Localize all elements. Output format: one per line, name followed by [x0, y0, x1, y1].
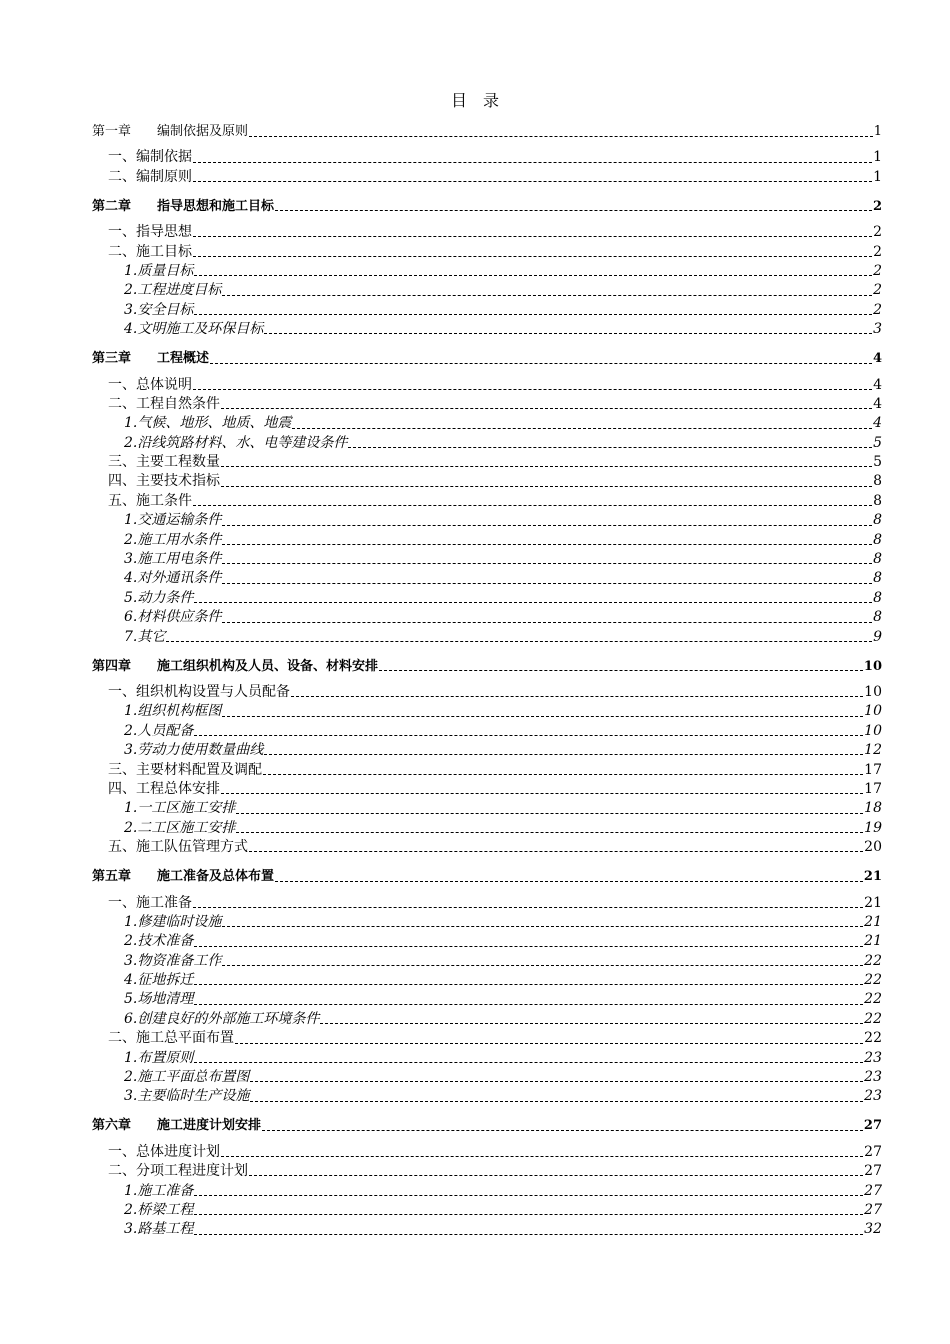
- toc-section-entry[interactable]: [92, 491, 882, 510]
- toc-page-number: 2: [873, 243, 882, 260]
- toc-entry-text: 二、施工目标: [108, 243, 192, 260]
- dot-leader: [222, 286, 872, 296]
- toc-subsection-entry[interactable]: [92, 433, 882, 452]
- toc-entry-text: 1.组织机构框图: [124, 703, 222, 720]
- toc-entry-text: 五、施工条件: [108, 492, 192, 509]
- dot-leader: [193, 227, 872, 237]
- toc-page-number: 8: [873, 512, 882, 529]
- dot-leader: [222, 516, 872, 526]
- toc-entry-text: 2.技术准备: [124, 933, 194, 950]
- dot-leader: [320, 1014, 863, 1024]
- toc-page-number: 27: [864, 1201, 882, 1218]
- toc-subsection-entry[interactable]: [92, 281, 882, 300]
- dot-leader: [250, 1072, 863, 1082]
- toc-subsection-entry[interactable]: [92, 1068, 882, 1087]
- dot-leader: [264, 745, 863, 755]
- dot-leader: [263, 765, 863, 775]
- toc-page-number: 21: [864, 913, 882, 930]
- toc-entry-text: 2.工程进度目标: [124, 282, 222, 299]
- toc-chapter-number: 第五章: [92, 869, 132, 885]
- toc-page-number: 5: [873, 454, 882, 471]
- dot-leader: [249, 127, 873, 137]
- toc-page-number: 5: [873, 434, 882, 451]
- toc-subsection-entry[interactable]: [92, 588, 882, 607]
- toc-section-entry[interactable]: [92, 893, 882, 912]
- toc-entry-text: 一、施工准备: [108, 894, 192, 911]
- toc-entry-text: 2.人员配备: [124, 722, 194, 739]
- toc-entry-text: 工程概述: [157, 351, 210, 367]
- toc-page-number: 18: [864, 800, 882, 817]
- dot-leader: [348, 438, 872, 448]
- toc-subsection-entry[interactable]: [92, 1201, 882, 1220]
- toc-subsection-entry[interactable]: [92, 550, 882, 569]
- toc-chapter-entry[interactable]: [92, 122, 882, 141]
- toc-page-number: 10: [864, 722, 882, 739]
- dot-leader: [194, 1225, 863, 1235]
- toc-page-number: 8: [873, 531, 882, 548]
- toc-section-entry[interactable]: [92, 1029, 882, 1048]
- dot-leader: [236, 804, 863, 814]
- toc-page-number: 8: [873, 551, 882, 568]
- toc-entry-text: 4.征地拆迁: [124, 972, 194, 989]
- dot-leader: [194, 305, 872, 315]
- toc-entry-text: 一、总体进度计划: [108, 1143, 220, 1160]
- toc-page-number: 1: [873, 168, 882, 185]
- dot-leader: [194, 1186, 863, 1196]
- toc-entry-text: 3.主要临时生产设施: [124, 1088, 250, 1105]
- dot-leader: [194, 1053, 863, 1063]
- dot-leader: [249, 842, 863, 852]
- toc-page-number: 21: [863, 869, 882, 885]
- toc-entry-text: 2.桥梁工程: [124, 1201, 194, 1218]
- toc-subsection-entry[interactable]: [92, 990, 882, 1009]
- dot-leader: [194, 266, 872, 276]
- toc-entry-text: 五、施工队伍管理方式: [108, 839, 248, 856]
- toc-entry-text: 2.沿线筑路材料、水、电等建设条件: [124, 434, 348, 451]
- toc-entry-text: 4.文明施工及环保目标: [124, 321, 264, 338]
- toc-entry-text: 2.施工平面总布置图: [124, 1069, 250, 1086]
- toc-chapter-heading: [92, 657, 378, 676]
- dot-leader: [249, 1166, 863, 1176]
- toc-page-number: 10: [863, 658, 882, 674]
- dot-leader: [292, 419, 872, 429]
- toc-entry-text: 7.其它: [124, 628, 166, 645]
- toc-page-number: 8: [873, 609, 882, 626]
- dot-leader: [166, 632, 872, 642]
- toc-page-number: 8: [873, 570, 882, 587]
- toc-entry-text: 1.修建临时设施: [124, 913, 222, 930]
- toc-entry-text: 1.施工准备: [124, 1182, 194, 1199]
- dot-leader: [193, 898, 863, 908]
- toc-page-number: 19: [864, 819, 882, 836]
- toc-section-entry[interactable]: [92, 453, 882, 472]
- toc-entry-text: 1.质量目标: [124, 262, 194, 279]
- toc-section-entry[interactable]: [92, 1142, 882, 1161]
- dot-leader: [194, 975, 863, 985]
- toc-entry-text: 指导思想和施工目标: [157, 198, 275, 214]
- toc-subsection-entry[interactable]: [92, 932, 882, 951]
- toc-chapter-entry[interactable]: [92, 867, 882, 886]
- toc-entry-text: 5.场地清理: [124, 991, 194, 1008]
- dot-leader: [221, 477, 872, 487]
- toc-entry-text: 1.布置原则: [124, 1049, 194, 1066]
- toc-section-entry[interactable]: [92, 395, 882, 414]
- dot-leader: [222, 574, 872, 584]
- toc-page-number: 12: [864, 742, 882, 759]
- dot-leader: [222, 956, 863, 966]
- dot-leader: [194, 937, 863, 947]
- dot-leader: [222, 613, 872, 623]
- toc-entry-text: 1.一工区施工安排: [124, 800, 236, 817]
- dot-leader: [235, 1034, 863, 1044]
- toc-entry-text: 3.路基工程: [124, 1221, 194, 1238]
- toc-page-number: 23: [864, 1069, 882, 1086]
- toc-subsection-entry[interactable]: [92, 627, 882, 646]
- toc-entry-text: 一、编制依据: [108, 149, 192, 166]
- toc-page-number: 4: [873, 376, 882, 393]
- toc-section-entry[interactable]: [92, 375, 882, 394]
- dot-leader: [264, 324, 872, 334]
- dot-leader: [291, 687, 863, 697]
- toc-entry-text: 二、施工总平面布置: [108, 1030, 234, 1047]
- toc-entry-text: 四、主要技术指标: [108, 473, 220, 490]
- toc-page-number: 1: [873, 149, 882, 166]
- toc-entry-text: 一、指导思想: [108, 224, 192, 241]
- dot-leader: [193, 153, 872, 163]
- toc-page-number: 8: [873, 589, 882, 606]
- toc-subsection-entry[interactable]: [92, 262, 882, 281]
- toc-subsection-entry[interactable]: [92, 913, 882, 932]
- toc-chapter-entry[interactable]: [92, 1116, 882, 1135]
- toc-section-entry[interactable]: [92, 148, 882, 167]
- toc-chapter-heading: [92, 1116, 261, 1135]
- toc-page-number: 17: [864, 761, 882, 778]
- dot-leader: [221, 784, 863, 794]
- toc-subsection-entry[interactable]: [92, 741, 882, 760]
- toc-subsection-entry[interactable]: [92, 511, 882, 530]
- toc-subsection-entry[interactable]: [92, 971, 882, 990]
- toc-page-number: 21: [864, 894, 882, 911]
- toc-subsection-entry[interactable]: [92, 1009, 882, 1028]
- toc-page-number: 10: [864, 683, 882, 700]
- toc-entry-text: 二、分项工程进度计划: [108, 1163, 248, 1180]
- toc-section-entry[interactable]: [92, 760, 882, 779]
- toc-page-number: 4: [873, 395, 882, 412]
- dot-leader: [194, 1205, 863, 1215]
- toc-entry-text: 二、编制原则: [108, 168, 192, 185]
- toc-section-entry[interactable]: [92, 472, 882, 491]
- toc-entry-text: 6.材料供应条件: [124, 609, 222, 626]
- toc-entry-text: 三、主要材料配置及调配: [108, 761, 262, 778]
- toc-page-number: 10: [864, 703, 882, 720]
- toc-section-entry[interactable]: [92, 242, 882, 261]
- toc-subsection-entry[interactable]: [92, 1048, 882, 1067]
- dot-leader: [222, 554, 872, 564]
- toc-subsection-entry[interactable]: [92, 721, 882, 740]
- dot-leader: [236, 823, 863, 833]
- toc-subsection-entry[interactable]: [92, 414, 882, 433]
- toc-subsection-entry[interactable]: [92, 951, 882, 970]
- toc-page-number: 22: [864, 972, 882, 989]
- toc-page-number: 20: [864, 839, 882, 856]
- toc-chapter-heading: [92, 349, 209, 368]
- toc-subsection-entry[interactable]: [92, 1087, 882, 1106]
- toc-page-number: 23: [864, 1049, 882, 1066]
- toc-page-number: 17: [864, 780, 882, 797]
- dot-leader: [222, 535, 872, 545]
- toc-entry-text: 3.劳动力使用数量曲线: [124, 742, 264, 759]
- dot-leader: [193, 496, 872, 506]
- toc-subsection-entry[interactable]: [92, 569, 882, 588]
- dot-leader: [210, 354, 872, 364]
- toc-entry-text: 3.安全目标: [124, 301, 194, 318]
- toc-chapter-heading: [92, 867, 274, 886]
- toc-page-number: 2: [873, 301, 882, 318]
- toc-entry-text: 2.二工区施工安排: [124, 819, 236, 836]
- toc-page-number: 2: [873, 262, 882, 279]
- toc-chapter-entry[interactable]: [92, 349, 882, 368]
- toc-chapter-heading: [92, 197, 274, 216]
- toc-entry-text: 1.气候、地形、地质、地震: [124, 415, 292, 432]
- toc-page-number: 9: [873, 628, 882, 645]
- toc-page-number: 8: [873, 473, 882, 490]
- toc-chapter-number: 第二章: [92, 198, 132, 214]
- dot-leader: [194, 995, 863, 1005]
- toc-subsection-entry[interactable]: [92, 530, 882, 549]
- toc-page-number: 2: [873, 224, 882, 241]
- toc-page-number: 1: [873, 124, 882, 139]
- toc-subsection-entry[interactable]: [92, 320, 882, 339]
- dot-leader: [194, 593, 872, 603]
- toc-page-number: 27: [864, 1143, 882, 1160]
- toc-entry-text: 施工组织机构及人员、设备、材料安排: [157, 658, 379, 674]
- dot-leader: [221, 457, 872, 467]
- toc-entry-text: 3.施工用电条件: [124, 551, 222, 568]
- toc-subsection-entry[interactable]: [92, 799, 882, 818]
- toc-subsection-entry[interactable]: [92, 300, 882, 319]
- toc-section-entry[interactable]: [92, 838, 882, 857]
- toc-page-number: 21: [864, 933, 882, 950]
- toc-entry-text: 一、总体说明: [108, 376, 192, 393]
- dot-leader: [193, 247, 872, 257]
- dot-leader: [262, 1121, 863, 1131]
- toc-entry-text: 三、主要工程数量: [108, 454, 220, 471]
- toc-page-number: 22: [864, 952, 882, 969]
- toc-page-number: 22: [864, 1010, 882, 1027]
- dot-leader: [221, 399, 872, 409]
- toc-chapter-entry[interactable]: [92, 657, 882, 676]
- toc-entry-text: 一、组织机构设置与人员配备: [108, 683, 290, 700]
- toc-page-number: 22: [864, 991, 882, 1008]
- toc-entry-text: 二、工程自然条件: [108, 395, 220, 412]
- toc-section-entry[interactable]: [92, 223, 882, 242]
- dot-leader: [275, 872, 863, 882]
- toc-entry-text: 1.交通运输条件: [124, 512, 222, 529]
- toc-subsection-entry[interactable]: [92, 608, 882, 627]
- toc-section-entry[interactable]: [92, 683, 882, 702]
- toc-page-number: 23: [864, 1088, 882, 1105]
- toc-page-number: 4: [873, 415, 882, 432]
- toc-chapter-heading: [92, 122, 248, 141]
- toc-section-entry[interactable]: [92, 167, 882, 186]
- toc-page-number: 3: [873, 321, 882, 338]
- toc-entry-text: 4.对外通讯条件: [124, 570, 222, 587]
- toc-subsection-entry[interactable]: [92, 1181, 882, 1200]
- toc-page-number: 4: [872, 351, 882, 367]
- toc-subsection-entry[interactable]: [92, 702, 882, 721]
- toc-chapter-number: 第六章: [92, 1118, 132, 1134]
- toc-chapter-number: 第一章: [92, 124, 132, 139]
- dot-leader: [222, 917, 863, 927]
- toc-chapter-entry[interactable]: [92, 197, 882, 216]
- toc-entry-text: 5.动力条件: [124, 589, 194, 606]
- toc-page-number: 32: [864, 1221, 882, 1238]
- dot-leader: [379, 661, 863, 671]
- toc-page-number: 27: [864, 1163, 882, 1180]
- toc-page-number: 2: [873, 282, 882, 299]
- toc-section-entry[interactable]: [92, 1162, 882, 1181]
- toc-page-number: 2: [872, 198, 882, 214]
- dot-leader: [193, 172, 872, 182]
- toc-entry-text: 施工准备及总体布置: [157, 869, 275, 885]
- toc-entry-text: 四、工程总体安排: [108, 780, 220, 797]
- dot-leader: [275, 201, 872, 211]
- toc-chapter-number: 第四章: [92, 658, 132, 674]
- toc-entry-text: 编制依据及原则: [157, 124, 249, 139]
- toc-page-number: 8: [873, 492, 882, 509]
- dot-leader: [250, 1092, 863, 1102]
- dot-leader: [222, 707, 863, 717]
- toc-page-number: 27: [863, 1118, 882, 1134]
- table-of-contents: [92, 122, 882, 1239]
- dot-leader: [193, 380, 872, 390]
- dot-leader: [221, 1147, 863, 1157]
- toc-entry-text: 3.物资准备工作: [124, 952, 222, 969]
- toc-subsection-entry[interactable]: [92, 818, 882, 837]
- dot-leader: [194, 726, 863, 736]
- toc-entry-text: 6.创建良好的外部施工环境条件: [124, 1010, 320, 1027]
- toc-section-entry[interactable]: [92, 780, 882, 799]
- toc-page-number: 27: [864, 1182, 882, 1199]
- toc-subsection-entry[interactable]: [92, 1220, 882, 1239]
- toc-entry-text: 2.施工用水条件: [124, 531, 222, 548]
- toc-chapter-number: 第三章: [92, 351, 132, 367]
- toc-title: 目 录: [450, 91, 499, 110]
- toc-page-number: 22: [864, 1030, 882, 1047]
- toc-entry-text: 施工进度计划安排: [157, 1118, 262, 1134]
